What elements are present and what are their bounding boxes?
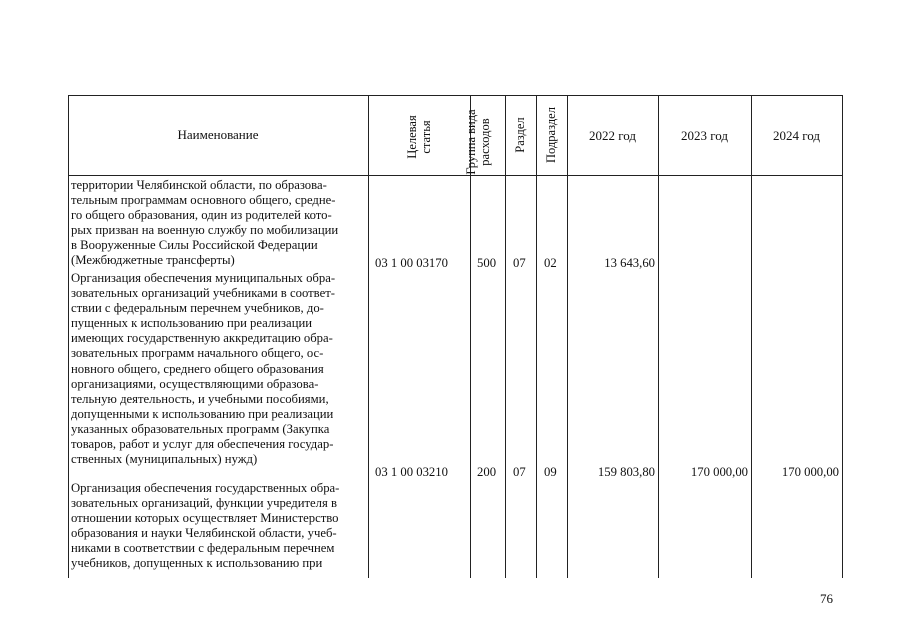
header-2023: 2023 год [681,128,728,143]
header-bottom-border [68,175,842,176]
row-description: Организация обеспечения муниципальных обра- зовательных организаций учебниками в соответ- ствии с федеральным перечнем учебников, до- пущенных к использованию при реализации имеющих государственную аккредитацию обра- зовательных программ начального общего, ос- новного общего, среднего общего образования организациями, осуществляющими образова- тельную деятельность, и учебными пособиями, допущенными к использованию при реализации указанных образовательных программ (Закупка товаров, работ и услуг для обеспечения государ- ственных (муниципальных) нужд) [71,271,336,467]
col-border [536,95,537,578]
row-code: 03 1 00 03210 [375,465,448,479]
header-expense-group: Группа вида расходов [464,109,492,175]
col-border [658,95,659,578]
col-border [567,95,568,578]
col-border [842,95,843,578]
row-code: 03 1 00 03170 [375,256,448,270]
col-border [368,95,369,578]
row-amount-2023: 170 000,00 [690,465,748,479]
col-border [505,95,506,578]
row-amount-2024: 170 000,00 [781,465,839,479]
page-number: 76 [820,591,833,606]
header-2022: 2022 год [589,128,636,143]
col-border [751,95,752,578]
row-group: 500 [477,256,497,270]
table-top-border [68,95,842,96]
row-description: Организация обеспечения государственных обра- зовательных организаций, функции учредителя в отношении которых осуществляет Министерство образования и науки Челябинской области, учеб- никами в соответствии с федеральным перечнем учебников, допущенных к использованию при [71,481,340,571]
row-section: 07 [513,465,526,479]
col-border [68,95,69,578]
row-subsection: 02 [544,256,557,270]
header-name: Наименование [177,127,259,142]
row-amount-2022: 13 643,60 [604,256,655,270]
header-subsection: Подраздел [544,107,558,163]
row-section: 07 [513,256,526,270]
row-amount-2022: 159 803,80 [597,465,655,479]
row-group: 200 [477,465,497,479]
header-section: Раздел [513,117,527,153]
row-subsection: 09 [544,465,557,479]
header-2024: 2024 год [773,128,820,143]
row-description: территории Челябинской области, по образова- тельным программам основного общего, средне- го общего образования, один из родителей кото- рых призван на военную службу по мобилизации в Вооруженные Силы Российской Федерации (Межбюджетные трансферты) [71,178,339,268]
header-target-article: Целевая статья [405,115,433,159]
